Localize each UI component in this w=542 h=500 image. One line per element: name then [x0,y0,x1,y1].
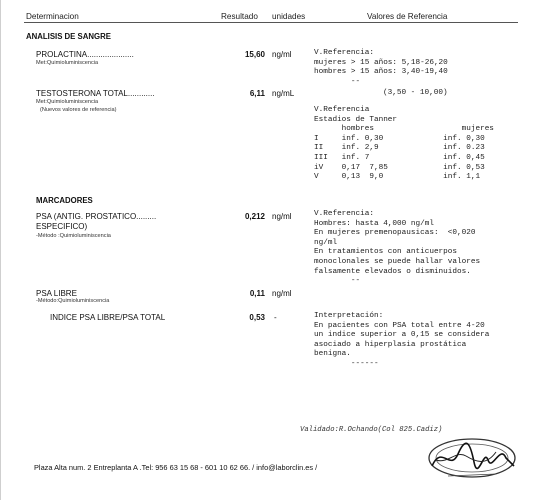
psa-libre-name: PSA LIBRE [36,289,77,298]
indice-name: INDICE PSA LIBRE/PSA TOTAL [50,313,166,322]
validado-text: Validado:R.Ochando(Col 825.Cadiz) [300,426,443,434]
indice-unit: - [274,313,277,322]
footer-address: Plaza Alta num. 2 Entreplanta A .Tel: 956 63 15 68 - 601 10 62 66. / info@laborclin.es / [34,463,318,472]
testosterona-range: (3,50 - 10,00) [383,89,448,97]
psa-name-line2: ESPECIFICO) [36,222,88,231]
testosterona-note: (Nuevos valores de referencia) [40,107,117,113]
signature-stamp [426,436,518,482]
psa-reference: V.Referencia: Hombres: hasta 4,000 ng/ml En mujeres premenopausicas: <0,020 ng/ml En tratamientos con anticuerpos monoclonales se puede hallar valores falsamente elevados o disminuidos. -- [314,210,481,286]
testosterona-name: TESTOSTERONA TOTAL............ [36,89,155,98]
psa-value: 0,212 [244,212,265,221]
prolactina-reference: V.Referencia: mujeres > 15 años: 5,18-26,20 hombres > 15 años: 3,40-19,40 -- [314,49,448,86]
prolactina-unit: ng/ml [272,50,292,59]
section-marcadores-title: MARCADORES [36,196,93,205]
signature-stroke-1 [432,443,514,468]
psa-unit: ng/ml [272,212,292,221]
psa-libre-unit: ng/ml [272,289,292,298]
prolactina-value: 15,60 [244,50,265,59]
psa-libre-method: -Método:Quimioluminiscencia [36,298,110,304]
prolactina-method: Met:Quimioluminiscencia [36,60,99,66]
header-rule [24,22,518,23]
header-resultado: Resultado [221,12,258,21]
testosterona-unit: ng/mL [272,89,295,98]
psa-libre-value: 0,11 [249,289,265,298]
testosterona-method: Met:Quimioluminiscencia [36,99,99,105]
page-edge [0,0,1,500]
header-unidades: unidades [272,12,306,21]
testosterona-reference: V.Referencia Estadios de Tanner hombres mujeres I inf. 0,30 inf. 0,30 II inf. 2,9 inf. 0.23 III inf. 7 inf. 0,45 iV 0,17 7,85 inf. 0,53 V 0,13 9,0 inf. 1,1 [314,106,494,182]
indice-value: 0,53 [249,313,265,322]
testosterona-value: 6,11 [249,89,265,98]
header-determinacion: Determinacion [26,12,79,21]
section-analisis-title: ANALISIS DE SANGRE [26,32,111,41]
header-valores: Valores de Referencia [367,12,448,21]
psa-name-line1: PSA (ANTIG. PROSTATICO......... [36,212,157,221]
prolactina-name: PROLACTINA..................... [36,50,134,59]
psa-method: -Método :Quimioluminiscencia [36,233,111,239]
indice-reference: Interpretación: En pacientes con PSA total entre 4-20 un indice superior a 0,15 se considera asociado a hiperplasia prostática benigna. ------ [314,312,490,368]
signature-stroke-2 [436,452,496,462]
